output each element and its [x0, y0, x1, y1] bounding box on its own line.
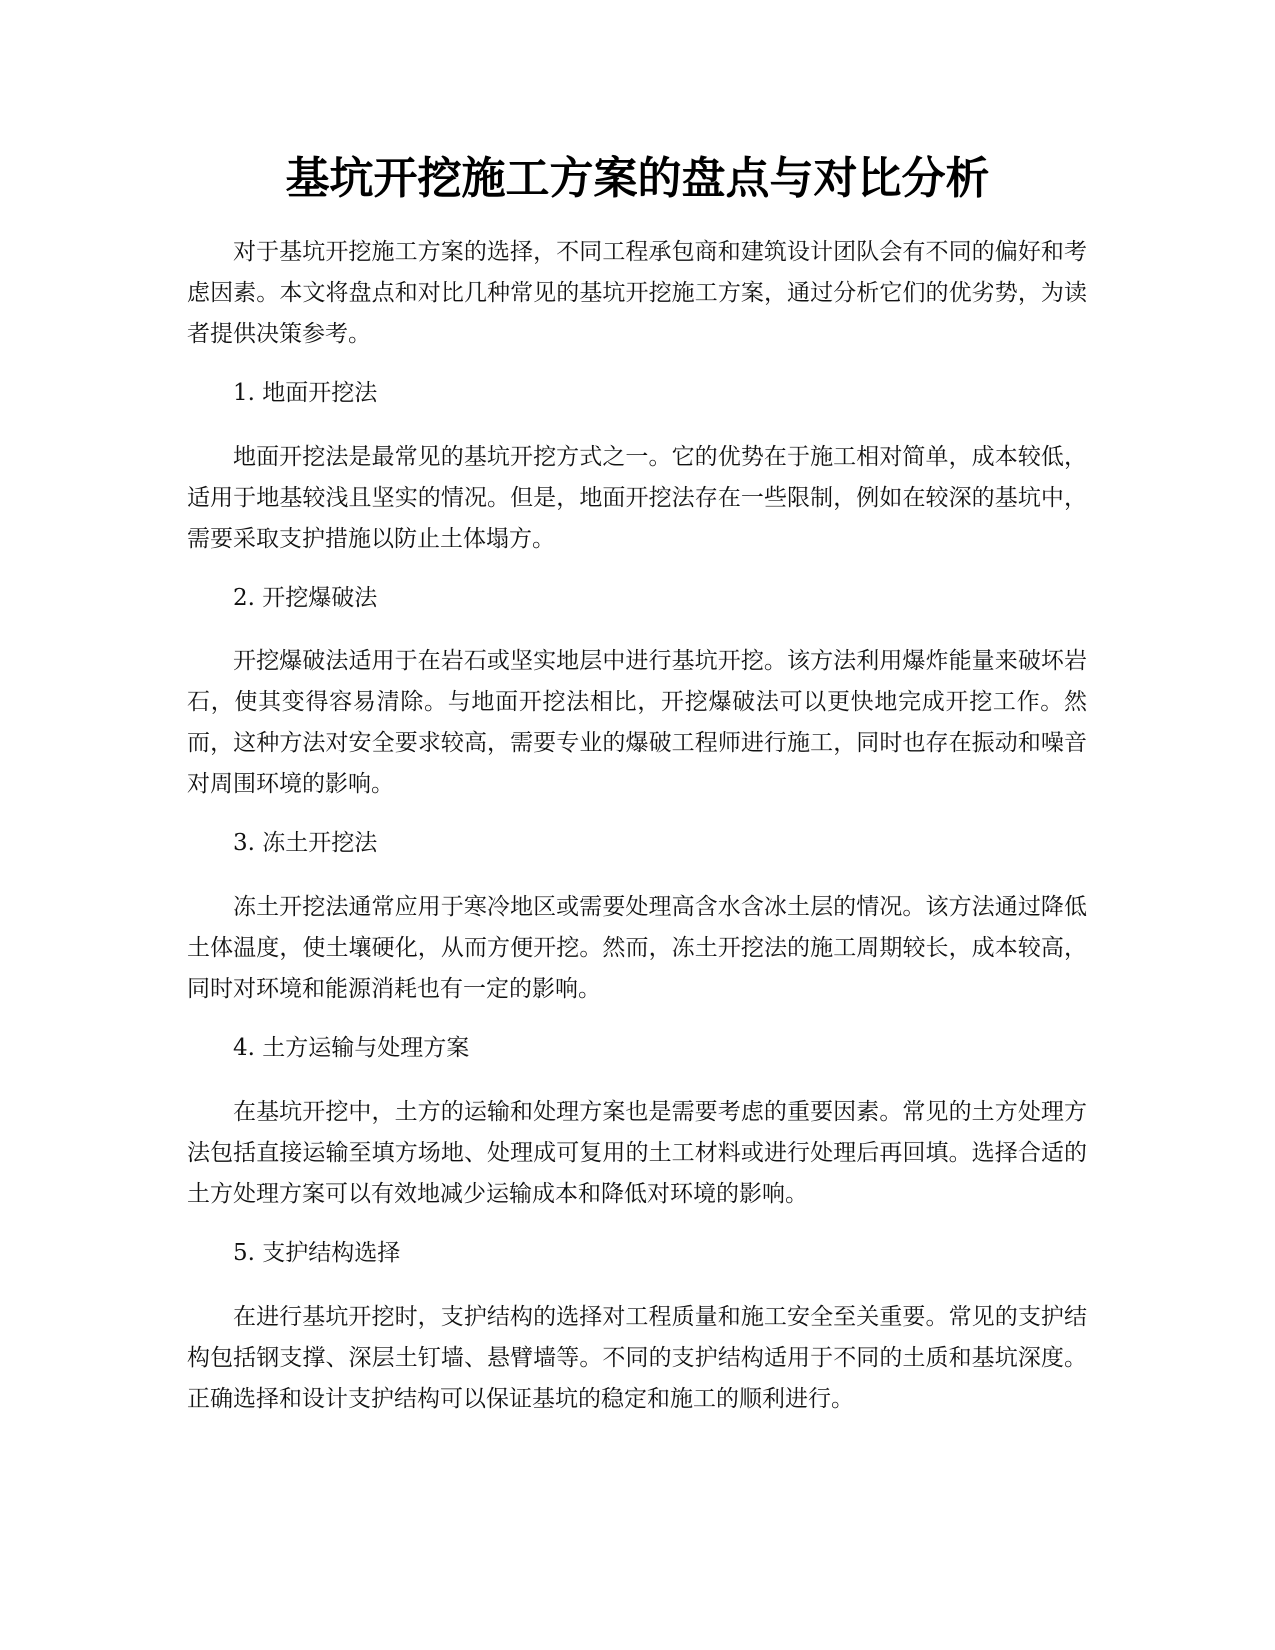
section-3-body: 冻土开挖法通常应用于寒冷地区或需要处理高含水含冰土层的情况。该方法通过降低土体温度，使土壤硬化，从而方便开挖。然而，冻土开挖法的施工周期较长，成本较高，同时对环境和能源消耗也有一定的影响。 — [187, 894, 1087, 1002]
section-2-body: 开挖爆破法适用于在岩石或坚实地层中进行基坑开挖。该方法利用爆炸能量来破坏岩石，使其变得容易清除。与地面开挖法相比，开挖爆破法可以更快地完成开挖工作。然而，这种方法对安全要求较高，需要专业的爆破工程师进行施工，同时也存在振动和噪音对周围环境的影响。 — [187, 648, 1087, 797]
section-1-heading: 1. 地面开挖法 — [233, 380, 378, 406]
page-title: 基坑开挖施工方案的盘点与对比分析 — [285, 153, 990, 204]
section-2-heading: 2. 开挖爆破法 — [233, 585, 378, 611]
section-3-heading: 3. 冻土开挖法 — [233, 830, 378, 856]
section-4-heading: 4. 土方运输与处理方案 — [233, 1035, 470, 1061]
section-5-heading: 5. 支护结构选择 — [233, 1240, 401, 1266]
section-5-body: 在进行基坑开挖时，支护结构的选择对工程质量和施工安全至关重要。常见的支护结构包括钢支撑、深层土钉墙、悬臂墙等。不同的支护结构适用于不同的土质和基坑深度。正确选择和设计支护结构可以保证基坑的稳定和施工的顺利进行。 — [187, 1304, 1087, 1412]
section-4-body: 在基坑开挖中，土方的运输和处理方案也是需要考虑的重要因素。常见的土方处理方法包括直接运输至填方场地、处理成可复用的土工材料或进行处理后再回填。选择合适的土方处理方案可以有效地减少运输成本和降低对环境的影响。 — [187, 1099, 1087, 1207]
section-1-body: 地面开挖法是最常见的基坑开挖方式之一。它的优势在于施工相对简单，成本较低，适用于地基较浅且坚实的情况。但是，地面开挖法存在一些限制，例如在较深的基坑中，需要采取支护措施以防止土体塌方。 — [187, 444, 1087, 552]
intro-paragraph: 对于基坑开挖施工方案的选择，不同工程承包商和建筑设计团队会有不同的偏好和考虑因素。本文将盘点和对比几种常见的基坑开挖施工方案，通过分析它们的优劣势，为读者提供决策参考。 — [187, 239, 1087, 347]
